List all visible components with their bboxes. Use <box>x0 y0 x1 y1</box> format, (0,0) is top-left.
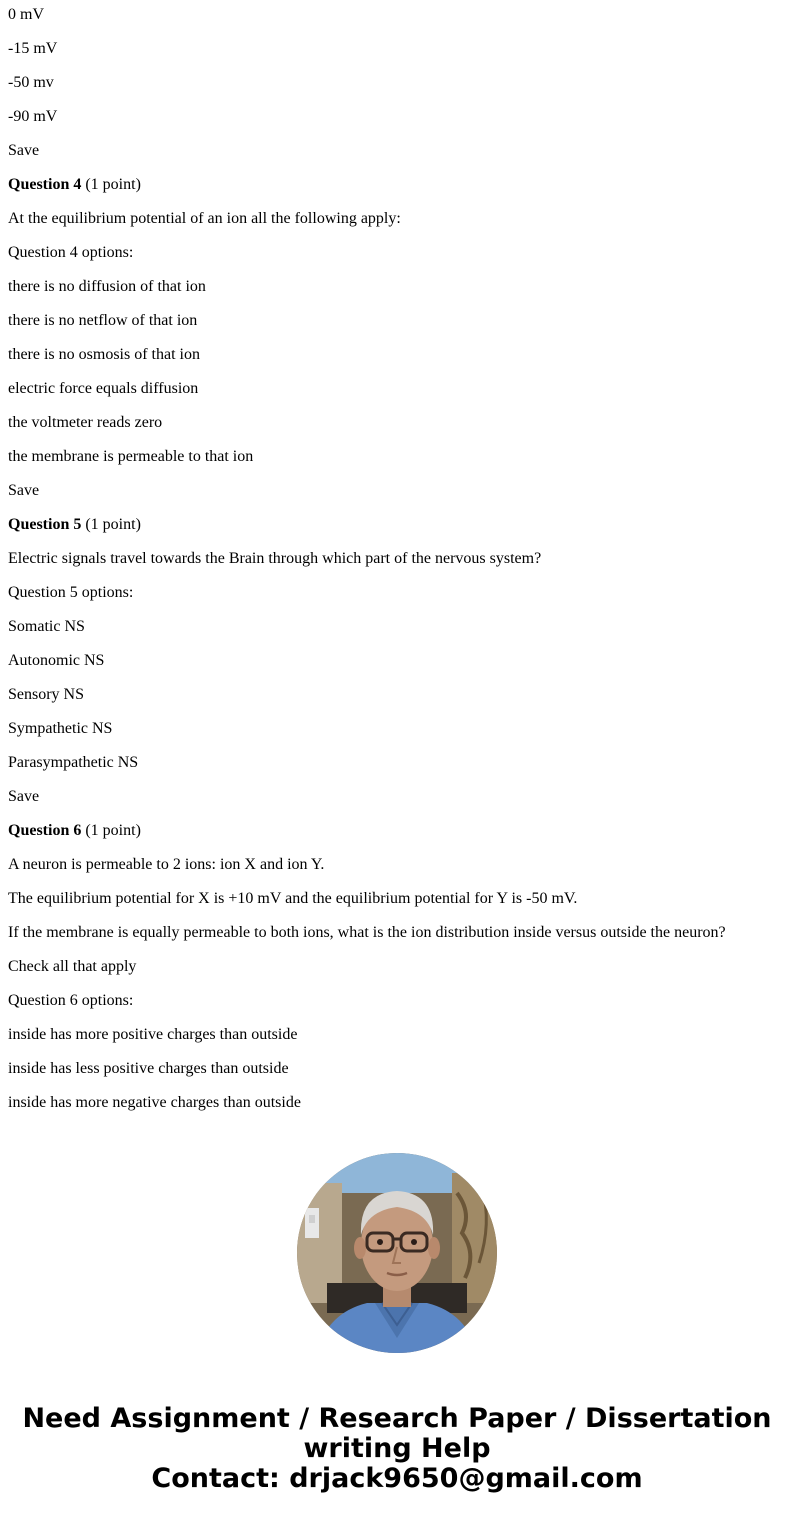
q3-option-3[interactable]: -90 mV <box>8 108 58 125</box>
q4-option-2[interactable]: there is no osmosis of that ion <box>8 346 200 363</box>
q4-heading <box>8 175 788 209</box>
q3-option-1[interactable]: -15 mV <box>8 40 58 57</box>
quiz-content <box>8 5 788 1127</box>
q5-title: Question 5 <box>8 516 82 533</box>
q5-prompt: Electric signals travel towards the Brain through which part of the nervous system? <box>8 550 542 567</box>
q4-save-button[interactable]: Save <box>8 482 40 499</box>
avatar <box>297 1153 497 1353</box>
q4-title: Question 4 <box>8 176 82 193</box>
q5-option-2[interactable]: Sensory NS <box>8 686 85 703</box>
q4-option-5[interactable]: the membrane is permeable to that ion <box>8 448 254 465</box>
q6-prompt-line-0: A neuron is permeable to 2 ions: ion X and ion Y. <box>8 856 325 873</box>
q3-save-button[interactable]: Save <box>8 142 40 159</box>
q4-option-4[interactable]: the voltmeter reads zero <box>8 414 163 431</box>
q5-option-4[interactable]: Parasympathetic NS <box>8 754 139 771</box>
q3-option-2[interactable]: -50 mv <box>8 74 54 91</box>
q5-points: (1 point) <box>85 516 141 533</box>
q6-prompt-line-1: The equilibrium potential for X is +10 mV and the equilibrium potential for Y is -50 mV. <box>8 890 578 907</box>
q6-points: (1 point) <box>85 822 141 839</box>
q4-prompt: At the equilibrium potential of an ion all the following apply: <box>8 210 401 227</box>
q6-option-0[interactable]: inside has more positive charges than outside <box>8 1026 298 1043</box>
q6-heading <box>8 821 788 855</box>
portrait-photo <box>297 1153 497 1353</box>
promo-contact[interactable]: Contact: drjack9650@gmail.com <box>151 1463 643 1494</box>
promo-line-2: writing Help <box>303 1433 491 1464</box>
q6-options-label: Question 6 options: <box>8 992 134 1009</box>
q4-options-label: Question 4 options: <box>8 244 134 261</box>
q5-save-button[interactable]: Save <box>8 788 40 805</box>
q6-option-1[interactable]: inside has less positive charges than outside <box>8 1060 289 1077</box>
q6-option-2[interactable]: inside has more negative charges than outside <box>8 1094 301 1111</box>
q5-heading <box>8 515 788 549</box>
promo-banner <box>0 1404 794 1494</box>
q5-options-label: Question 5 options: <box>8 584 134 601</box>
q5-option-0[interactable]: Somatic NS <box>8 618 85 635</box>
q4-option-1[interactable]: there is no netflow of that ion <box>8 312 198 329</box>
q4-option-0[interactable]: there is no diffusion of that ion <box>8 278 206 295</box>
q5-option-3[interactable]: Sympathetic NS <box>8 720 113 737</box>
promo-line-1: Need Assignment / Research Paper / Dissertation <box>22 1403 772 1434</box>
q6-title: Question 6 <box>8 822 82 839</box>
q5-option-1[interactable]: Autonomic NS <box>8 652 105 669</box>
q4-points: (1 point) <box>85 176 141 193</box>
q6-prompt-line-2: If the membrane is equally permeable to both ions, what is the ion distribution inside versus outside the neuron? <box>8 924 726 941</box>
q3-option-0[interactable]: 0 mV <box>8 6 44 23</box>
q6-prompt-line-3: Check all that apply <box>8 958 137 975</box>
q4-option-3[interactable]: electric force equals diffusion <box>8 380 199 397</box>
